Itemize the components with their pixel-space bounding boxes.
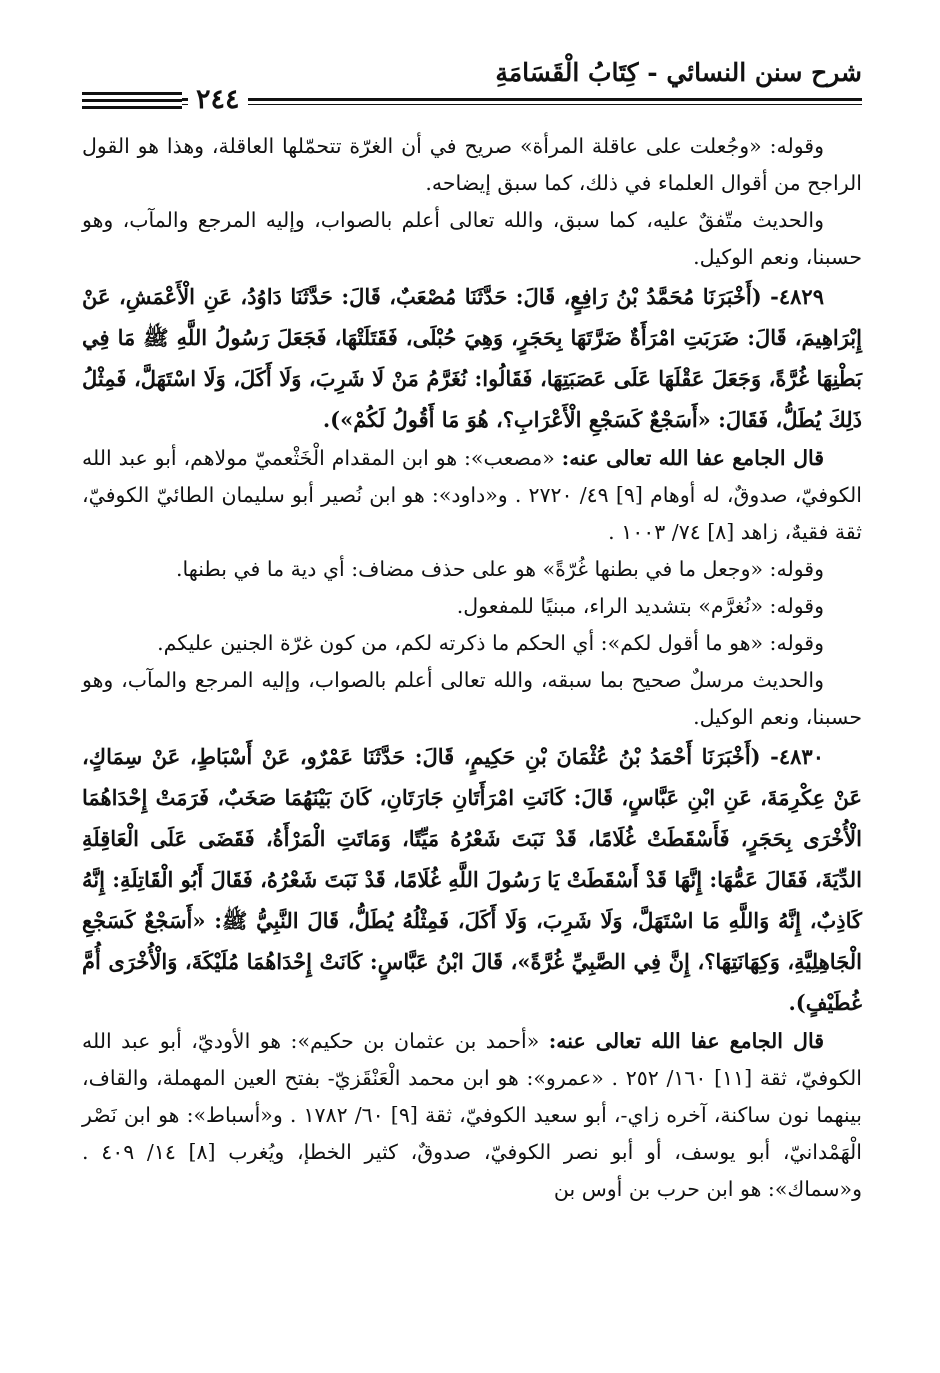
paragraph (82, 662, 862, 736)
paragraph (82, 202, 862, 276)
paragraph (82, 588, 862, 625)
page-header (82, 50, 862, 115)
hadith-text: ٤٨٢٩- (أَخْبَرَنَا مُحَمَّدُ بْنُ رَافِعٍ، قَالَ: حَدَّثَنَا مُصْعَبٌ، قَالَ: حَدَّثَنَا دَاوُدُ، عَنِ الْأَعْمَشِ، عَنْ إِبْرَاهِيمَ، قَالَ: ضَرَبَتِ امْرَأَةٌ ضَرَّتَهَا بِحَجَرٍ، وَهِيَ حُبْلَى، فَقَتَلَتْهَا، فَجَعَلَ رَسُولُ اللَّهِ ﷺ مَا فِي بَطْنِهَا غُرَّةً، وَجَعَلَ عَقْلَهَا عَلَى عَصَبَتِهَا، فَقَالُوا: نُغَرَّمُ مَنْ لَا شَرِبَ، وَلَا أَكَلَ، وَلَا اسْتَهَلَّ، فَمِثْلُ ذَلِكَ يُطَلُّ، فَقَالَ: «أَسَجْعٌ كَسَجْعِ الْأَعْرَابِ؟، هُوَ مَا أَقُولُ لَكُمْ»). (82, 284, 862, 432)
paragraph-text: وقوله: «نُغرَّم» بتشديد الراء، مبنيًا للمفعول. (456, 594, 824, 618)
paragraph-text: وقوله: «وجعل ما في بطنها غُرّةً» هو على حذف مضاف: أي دية ما في بطنها. (176, 557, 824, 581)
hadith-4829 (82, 276, 862, 440)
paragraph (82, 551, 862, 588)
paragraph (82, 128, 862, 202)
paragraph (82, 625, 862, 662)
commentary-paragraph (82, 440, 862, 551)
hadith-4830 (82, 736, 862, 1023)
page-body (82, 128, 862, 1208)
commentary-text: «مصعب»: هو ابن المقدام الْخَثْعميّ مولاهم، أبو عبد الله الكوفيّ، صدوقٌ، له أوهام [٩] ٤٩/ ٢٧٢٠ . و«داود»: هو ابن نُصير أبو سليمان الطائيّ الكوفيّ، ثقة فقيهٌ، زاهد [٨] ٧٤/ ١٠٠٣ . (82, 446, 862, 544)
commentary-heading: قال الجامع عفا الله تعالى عنه: (561, 446, 825, 470)
commentary-heading: قال الجامع عفا الله تعالى عنه: (548, 1029, 824, 1053)
paragraph-text: وقوله: «هو ما أقول لكم»: أي الحكم ما ذكرته لكم، من كون غرّة الجنين عليكم. (157, 631, 824, 655)
running-title: شرح سنن النسائي - كِتَابُ الْقَسَامَةِ (495, 58, 862, 87)
commentary-paragraph (82, 1023, 862, 1208)
hadith-text: ٤٨٣٠- (أَخْبَرَنَا أَحْمَدُ بْنُ عُثْمَانَ بْنِ حَكِيمٍ، قَالَ: حَدَّثَنَا عَمْرٌو، عَنْ أَسْبَاطٍ، عَنْ سِمَاكٍ، عَنْ عِكْرِمَةَ، عَنِ ابْنِ عَبَّاسٍ، قَالَ: كَانَتِ امْرَأَتَانِ جَارَتَانِ، كَانَ بَيْنَهُمَا صَخَبٌ، فَرَمَتْ إِحْدَاهُمَا الْأُخْرَى بِحَجَرٍ، فَأَسْقَطَتْ غُلَامًا، قَدْ نَبَتَ شَعْرُهُ مَيِّتًا، وَمَاتَتِ الْمَرْأَةُ، فَقَضَى عَلَى الْعَاقِلَةِ الدِّيَةَ، فَقَالَ عَمُّهَا: إِنَّهَا قَدْ أَسْقَطَتْ يَا رَسُولَ اللَّهِ غُلَامًا، قَدْ نَبَتَ شَعْرُهُ، فَقَالَ أَبُو الْقَاتِلَةِ: إِنَّهُ كَاذِبٌ، إِنَّهُ وَاللَّهِ مَا اسْتَهَلَّ، وَلَا شَرِبَ، وَلَا أَكَلَ، فَمِثْلُهُ يُطَلُّ، قَالَ النَّبِيُّ ﷺ: «أَسَجْعٌ كَسَجْعِ الْجَاهِلِيَّةِ، وَكِهَانَتِهَا؟، إِنَّ فِي الصَّبِيِّ غُرَّةً»، قَالَ ابْنُ عَبَّاسٍ: كَانَتْ إِحْدَاهُمَا مُلَيْكَةَ، وَالْأُخْرَى أُمَّ غُطَيْفٍ). (82, 744, 862, 1015)
commentary-text: «أحمد بن عثمان بن حكيم»: هو الأوديّ، أبو عبد الله الكوفيّ، ثقة [١١] ١٦٠/ ٢٥٢ . «عمرو»: هو ابن محمد الْعَنْقَزيّ- بفتح العين المهملة، والقاف، بينهما نون ساكنة، آخره زاي-، أبو سعيد الكوفيّ، ثقة [٩] ٦٠/ ١٧٨٢ . و«أسباط»: هو ابن نَصْر الْهَمْدانيّ، أبو يوسف، أو أبو نصر الكوفيّ، صدوقٌ، كثير الخطإ، ويُغرب [٨] ١٤/ ٤٠٩ . و«سماك»: هو ابن حرب بن أوس بن (82, 1029, 863, 1201)
paragraph-text: والحديث متّفقٌ عليه، كما سبق، والله تعالى أعلم بالصواب، وإليه المرجع والمآب، وهو حسبنا، ونعم الوكيل. (82, 208, 862, 269)
header-ornament (82, 90, 182, 110)
paragraph-text: وقوله: «وجُعلت على عاقلة المرأة» صريح في أن الغرّة تتحمّلها العاقلة، وهذا هو القول الراجح من أقوال العلماء في ذلك، كما سبق إيضاحه. (82, 134, 862, 195)
page-number: ٢٤٤ (188, 86, 248, 114)
paragraph-text: والحديث مرسلٌ صحيح بما سبقه، والله تعالى أعلم بالصواب، وإليه المرجع والمآب، وهو حسبنا، ونعم الوكيل. (82, 668, 862, 729)
